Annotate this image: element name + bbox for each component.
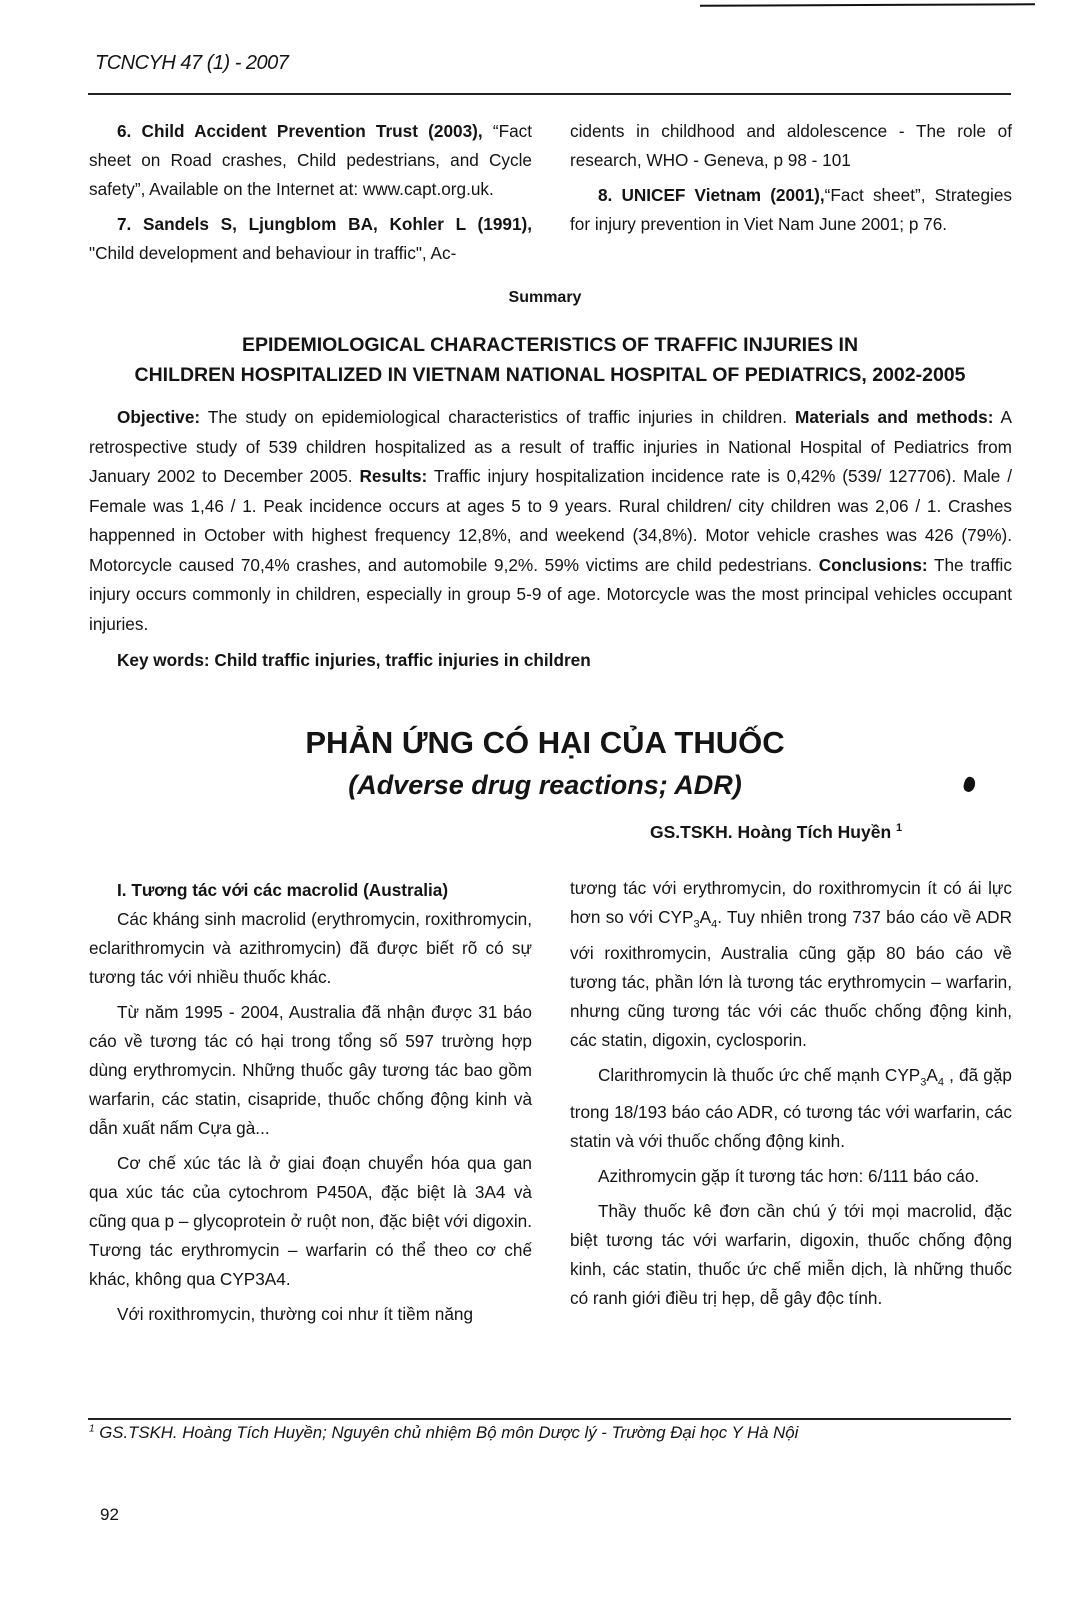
summary-title-line-1: EPIDEMIOLOGICAL CHARACTERISTICS OF TRAFFIC INJURIES IN (241, 334, 859, 356)
reference-7 (89, 210, 532, 268)
objective-text: The study on epidemiological characteristics of traffic injuries in children. (200, 407, 795, 427)
right-paragraph-3: Azithromycin gặp ít tương tác hơn: 6/111 báo cáo. (598, 1165, 980, 1186)
summary-label: Summary (508, 289, 582, 306)
right-paragraph-1-text-b: A (699, 907, 712, 927)
left-paragraph-4: Với roxithromycin, thường coi như ít tiềm năng (117, 1304, 474, 1324)
article-left-column (89, 876, 532, 1329)
author-footnote-mark: 1 (896, 822, 903, 835)
results-label: Results: (359, 466, 428, 486)
footnote (89, 1423, 798, 1443)
reference-6-authors: 6. Child Accident Prevention Trust (2003), (117, 121, 483, 141)
left-paragraph-2: Từ năm 1995 - 2004, Australia đã nhận được 31 báo cáo về tương tác có hại trong tổng số 597 trường hợp dùng erythromycin. Những thuốc gây tương tác bao gồm warfarin, các statin, cisapride, thuốc chống động kinh và dẫn xuất nấm Cựa gà... (89, 1002, 532, 1138)
article-right-column (570, 874, 1012, 1313)
top-edge-rule (700, 3, 1035, 6)
subscript: 3 (693, 918, 700, 931)
author-line (650, 822, 902, 843)
subscript: 3 (920, 1076, 927, 1089)
right-paragraph-2-text-a: Clarithromycin là thuốc ức chế mạnh CYP (598, 1065, 921, 1086)
conclusions-text: The traffic injury occurs commonly in children, especially in group 5-9 of age. Motorcycle was the most principal vehicles occupant injuries. (89, 554, 1012, 634)
page-number: 92 (100, 1505, 119, 1524)
reference-8 (570, 181, 1012, 239)
left-paragraph-1: Các kháng sinh macrolid (erythromycin, roxithromycin, eclarithromycin và azithromycin) đã được biết rõ có sự tương tác với nhiều thuốc khác. (89, 909, 532, 987)
conclusions-label: Conclusions: (818, 554, 928, 575)
reference-6 (89, 117, 532, 204)
references-right-column (570, 117, 1012, 239)
references-left-column (89, 117, 532, 268)
footnote-rule (88, 1418, 1011, 1420)
summary-title-line-2: CHILDREN HOSPITALIZED IN VIETNAM NATIONAL HOSPITAL OF PEDIATRICS, 2002-2005 (134, 364, 966, 386)
left-paragraph-3: Cơ chế xúc tác là ở giai đoạn chuyển hóa qua gan qua xúc tác của cytochrom P450A, đặc biệt là 3A4 và cũng qua p – glycoprotein ở ruột non, đặc biệt với digoxin. Tương tác erythromycin – warfarin có thể theo cơ chế khác, không qua CYP3A4. (89, 1153, 532, 1289)
methods-text: A retrospective study of 539 children hospitalized as a result of traffic injuries in National Hospital of Pediatrics from January 2002 to December 2005. (89, 407, 1013, 486)
footnote-text: GS.TSKH. Hoàng Tích Huyền; Nguyên chủ nhiệm Bộ môn Dược lý - Trường Đại học Y Hà Nội (94, 1423, 799, 1442)
reference-8-text: “Fact sheet”, Strategies for injury prevention in Viet Nam June 2001; p 76. (570, 185, 1012, 234)
reference-7-text: "Child development and behaviour in traffic", Ac- (89, 243, 457, 263)
footnote-mark: 1 (89, 1423, 95, 1435)
article-subtitle: (Adverse drug reactions; ADR) (348, 770, 742, 800)
right-paragraph-4: Thầy thuốc kê đơn cần chú ý tới mọi macrolid, đặc biệt tương tác với warfarin, digoxin, thuốc chống động kinh, các statin, thuốc ức chế miễn dịch, là những thuốc có ranh giới điều trị hẹp, dễ gây độc tính. (570, 1200, 1012, 1308)
abstract-paragraph (89, 403, 1012, 639)
subscript: 4 (937, 1076, 944, 1089)
reference-6-text: “Fact sheet on Road crashes, Child pedestrians, and Cycle safety”, Available on the Internet at: www.capt.org.uk. (89, 121, 532, 199)
reference-7-continued: cidents in childhood and aldolescence - The role of research, WHO - Geneva, p 98 - 101 (570, 121, 1012, 170)
results-text: Traffic injury hospitalization incidence rate is 0,42% (539/ 127706). Male / Female was 1,46 / 1. Peak incidence occurs at ages 5 to 9 years. Rural children/ city children was 2,06 / 1. Crashes happenned in October with highest frequency 12,8%, and weekend (34,8%). Motor vehicle crashes was 426 (79%). Motorcycle caused 70,4% crashes, and automobile 9,2%. 59% victims are child pedestrians. (89, 466, 1012, 575)
author-name: GS.TSKH. Hoàng Tích Huyền (650, 822, 892, 842)
abstract (89, 403, 1012, 639)
objective-label: Objective: (117, 407, 201, 427)
keywords: Key words: Child traffic injuries, traffic injuries in children (117, 650, 591, 670)
right-paragraph-2 (570, 1061, 1012, 1155)
reference-8-authors: 8. UNICEF Vietnam (2001), (598, 185, 825, 205)
header-rule (88, 93, 1011, 95)
article-title: PHẢN ỨNG CÓ HẠI CỦA THUỐC (305, 725, 785, 760)
subscript: 4 (711, 918, 718, 931)
right-paragraph-2-text-b: A (926, 1065, 938, 1086)
right-paragraph-2-text-c: , đã gặp trong 18/193 báo cáo ADR, có tương tác với warfarin, các statin và với thuốc chống động kinh. (570, 1065, 1012, 1151)
summary-title (70, 330, 1030, 390)
reference-7-authors: 7. Sandels S, Ljungblom BA, Kohler L (1991), (117, 214, 532, 234)
right-paragraph-1-text-a: tương tác với erythromycin, do roxithromycin ít có ái lực hơn so với CYP (570, 878, 1012, 927)
right-paragraph-1 (570, 874, 1012, 1055)
running-head: TCNCYH 47 (1) - 2007 (95, 52, 289, 74)
methods-label: Materials and methods: (795, 407, 994, 427)
section-heading: I. Tương tác với các macrolid (Australia) (117, 880, 449, 900)
right-paragraph-1-text-c: . Tuy nhiên trong 737 báo cáo về ADR với roxithromycin, Australia cũng gặp 80 báo cáo về tương tác, phần lớn là tương tác erythromycin – warfarin, nhưng cũng tương tác với các thuốc chống động kinh, các statin, digoxin, cyclosporin. (570, 907, 1013, 1051)
